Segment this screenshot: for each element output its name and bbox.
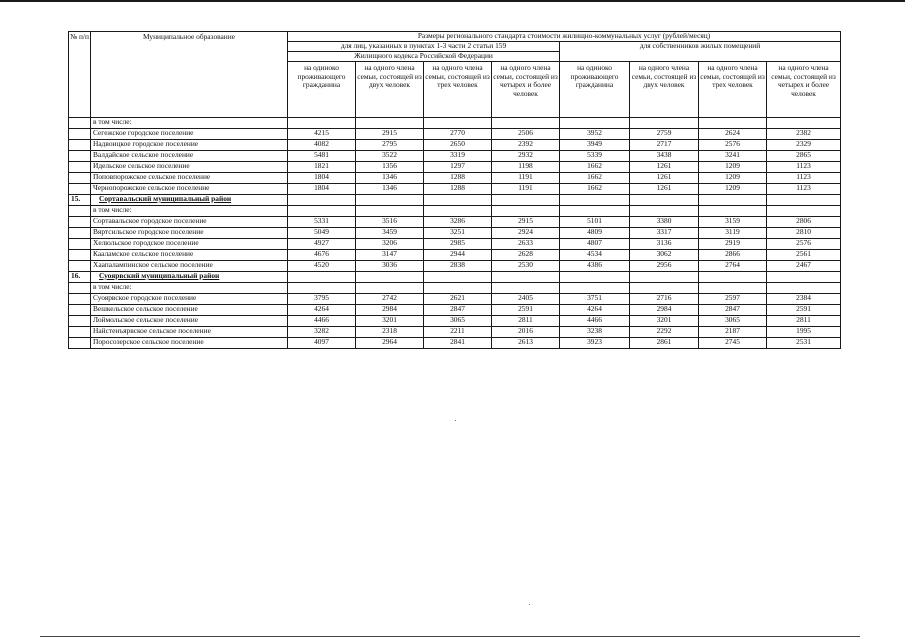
value-cell: 1346	[356, 173, 424, 184]
header-col-5: на одиноко проживающего гражданина	[560, 62, 630, 118]
value-cell	[767, 283, 841, 294]
value-cell: 1209	[699, 173, 767, 184]
municipality-name: Надвоицкое городское поселение	[91, 140, 288, 151]
value-cell: 3949	[560, 140, 630, 151]
value-cell: 2597	[699, 294, 767, 305]
header-group-a: для лиц, указанных в пунктах 1-3 части 2 статьи 159	[288, 42, 560, 52]
value-cell	[424, 272, 492, 283]
value-cell	[630, 272, 699, 283]
value-cell: 3952	[560, 129, 630, 140]
value-cell	[424, 118, 492, 129]
municipality-name: Поповпорожское сельское поселение	[91, 173, 288, 184]
section-row	[69, 272, 841, 283]
value-cell: 2613	[492, 338, 560, 349]
row-number	[69, 239, 91, 250]
row-number	[69, 316, 91, 327]
value-cell: 2847	[424, 305, 492, 316]
row-number	[69, 184, 91, 195]
municipality-name: в том числе:	[91, 283, 288, 294]
value-cell: 2530	[492, 261, 560, 272]
value-cell: 2919	[699, 239, 767, 250]
header-col-4: на одного члена семьи, состоящей из четырех и более человек	[492, 62, 560, 118]
value-cell: 2292	[630, 327, 699, 338]
value-cell: 1123	[767, 173, 841, 184]
value-cell: 2770	[424, 129, 492, 140]
value-cell: 3159	[699, 217, 767, 228]
value-cell: 3201	[630, 316, 699, 327]
value-cell: 2795	[356, 140, 424, 151]
value-cell: 1261	[630, 162, 699, 173]
value-cell: 2405	[492, 294, 560, 305]
value-cell	[699, 195, 767, 206]
value-cell: 2329	[767, 140, 841, 151]
value-cell: 1191	[492, 184, 560, 195]
value-cell: 2591	[767, 305, 841, 316]
value-cell: 2531	[767, 338, 841, 349]
value-cell	[492, 195, 560, 206]
table-row	[69, 173, 841, 184]
value-cell: 2591	[492, 305, 560, 316]
value-cell: 2811	[767, 316, 841, 327]
municipality-name: Хелюльское городское поселение	[91, 239, 288, 250]
page-top-edge	[0, 0, 905, 2]
table-row	[69, 151, 841, 162]
municipality-name: Валдайское сельское поселение	[91, 151, 288, 162]
header-col-7: на одного члена семьи, состоящей из трех человек	[699, 62, 767, 118]
municipality-name: Идельское сельское поселение	[91, 162, 288, 173]
value-cell: 2759	[630, 129, 699, 140]
municipality-name: в том числе:	[91, 206, 288, 217]
value-cell	[356, 118, 424, 129]
value-cell: 3036	[356, 261, 424, 272]
value-cell: 3923	[560, 338, 630, 349]
value-cell: 2561	[767, 250, 841, 261]
page-bottom-edge	[40, 636, 860, 637]
value-cell	[288, 283, 356, 294]
value-cell: 3062	[630, 250, 699, 261]
value-cell: 4534	[560, 250, 630, 261]
value-cell: 1662	[560, 173, 630, 184]
row-number	[69, 228, 91, 239]
value-cell: 2915	[356, 129, 424, 140]
header-group-b: для собственников жилых помещений	[560, 42, 841, 62]
value-cell: 2621	[424, 294, 492, 305]
value-cell: 1198	[492, 162, 560, 173]
value-cell	[767, 195, 841, 206]
municipality-name: Поросозерское сельское поселение	[91, 338, 288, 349]
value-cell: 4466	[288, 316, 356, 327]
value-cell: 1804	[288, 184, 356, 195]
municipality-name: Сортавальское городское поселение	[91, 217, 288, 228]
row-number: 15.	[69, 195, 91, 206]
row-number	[69, 261, 91, 272]
value-cell: 4807	[560, 239, 630, 250]
value-cell: 3317	[630, 228, 699, 239]
value-cell: 2985	[424, 239, 492, 250]
row-number	[69, 294, 91, 305]
municipality-name: в том числе:	[91, 118, 288, 129]
value-cell: 1261	[630, 173, 699, 184]
municipality-name: Чернопорожское сельское поселение	[91, 184, 288, 195]
value-cell: 2806	[767, 217, 841, 228]
row-number	[69, 283, 91, 294]
value-cell: 2745	[699, 338, 767, 349]
row-number	[69, 151, 91, 162]
value-cell: 3147	[356, 250, 424, 261]
value-cell	[492, 272, 560, 283]
value-cell	[424, 206, 492, 217]
value-cell	[288, 118, 356, 129]
table-row	[69, 305, 841, 316]
row-number	[69, 305, 91, 316]
header-no: № п/п	[69, 32, 91, 118]
value-cell	[288, 272, 356, 283]
value-cell: 1261	[630, 184, 699, 195]
value-cell: 2716	[630, 294, 699, 305]
value-cell: 2810	[767, 228, 841, 239]
value-cell	[767, 206, 841, 217]
scan-speck	[455, 420, 456, 421]
value-cell: 3119	[699, 228, 767, 239]
value-cell: 2847	[699, 305, 767, 316]
header-municipality: Муниципальное образование	[91, 32, 288, 118]
municipality-name: Суоярвское городское поселение	[91, 294, 288, 305]
value-cell	[492, 206, 560, 217]
value-cell: 4264	[560, 305, 630, 316]
value-cell: 2915	[492, 217, 560, 228]
header-group-a-line2: Жилищного кодекса Российской Федерации	[288, 52, 560, 62]
header-col-6: на одного члена семьи, состоящей из двух человек	[630, 62, 699, 118]
value-cell	[288, 195, 356, 206]
value-cell: 4520	[288, 261, 356, 272]
value-cell: 5101	[560, 217, 630, 228]
value-cell	[560, 206, 630, 217]
value-cell: 5331	[288, 217, 356, 228]
value-cell: 2576	[699, 140, 767, 151]
value-cell: 2211	[424, 327, 492, 338]
value-cell	[424, 283, 492, 294]
table-row	[69, 184, 841, 195]
value-cell: 2811	[492, 316, 560, 327]
value-cell	[630, 206, 699, 217]
header-col-2: на одного члена семьи, состоящей из двух человек	[356, 62, 424, 118]
value-cell: 2866	[699, 250, 767, 261]
value-cell: 1346	[356, 184, 424, 195]
section-row	[69, 195, 841, 206]
municipality-name: Хаапалампинское сельское поселение	[91, 261, 288, 272]
value-cell: 2576	[767, 239, 841, 250]
value-cell: 2506	[492, 129, 560, 140]
value-cell: 2384	[767, 294, 841, 305]
value-cell: 2841	[424, 338, 492, 349]
value-cell: 2984	[630, 305, 699, 316]
value-cell	[767, 118, 841, 129]
value-cell	[630, 118, 699, 129]
municipality-name: Вяртсильское городское поселение	[91, 228, 288, 239]
table-row	[69, 228, 841, 239]
value-cell: 3238	[560, 327, 630, 338]
row-number	[69, 327, 91, 338]
value-cell: 3522	[356, 151, 424, 162]
value-cell: 3251	[424, 228, 492, 239]
value-cell: 3065	[424, 316, 492, 327]
header-col-8: на одного члена семьи, состоящей из четырех и более человек	[767, 62, 841, 118]
value-cell	[356, 272, 424, 283]
value-cell: 2650	[424, 140, 492, 151]
value-cell: 2187	[699, 327, 767, 338]
value-cell: 2861	[630, 338, 699, 349]
value-cell	[699, 283, 767, 294]
value-cell	[492, 118, 560, 129]
value-cell: 1995	[767, 327, 841, 338]
value-cell: 2984	[356, 305, 424, 316]
municipality-name: Сортавальский муниципальный район	[91, 195, 288, 206]
value-cell: 3241	[699, 151, 767, 162]
value-cell: 2016	[492, 327, 560, 338]
value-cell	[560, 195, 630, 206]
value-cell: 2964	[356, 338, 424, 349]
value-cell: 3065	[699, 316, 767, 327]
value-cell: 1662	[560, 162, 630, 173]
value-cell: 2467	[767, 261, 841, 272]
municipality-name: Суоярвский муниципальный район	[91, 272, 288, 283]
value-cell: 3751	[560, 294, 630, 305]
value-cell: 4082	[288, 140, 356, 151]
value-cell	[424, 195, 492, 206]
value-cell: 4676	[288, 250, 356, 261]
row-number	[69, 129, 91, 140]
value-cell: 1191	[492, 173, 560, 184]
table-row	[69, 140, 841, 151]
value-cell	[288, 206, 356, 217]
value-cell: 3319	[424, 151, 492, 162]
value-cell: 2382	[767, 129, 841, 140]
value-cell	[560, 272, 630, 283]
value-cell: 2764	[699, 261, 767, 272]
value-cell: 1123	[767, 184, 841, 195]
municipality-name: Вешкельское сельское поселение	[91, 305, 288, 316]
table-row	[69, 294, 841, 305]
value-cell	[630, 283, 699, 294]
value-cell: 2956	[630, 261, 699, 272]
value-cell: 2624	[699, 129, 767, 140]
value-cell: 3201	[356, 316, 424, 327]
value-cell: 2717	[630, 140, 699, 151]
value-cell: 4215	[288, 129, 356, 140]
subheader-row	[69, 283, 841, 294]
value-cell: 1356	[356, 162, 424, 173]
table-row	[69, 239, 841, 250]
value-cell: 2865	[767, 151, 841, 162]
value-cell: 5049	[288, 228, 356, 239]
value-cell	[492, 283, 560, 294]
value-cell: 3380	[630, 217, 699, 228]
row-number	[69, 217, 91, 228]
value-cell: 2742	[356, 294, 424, 305]
value-cell	[560, 118, 630, 129]
value-cell	[699, 272, 767, 283]
value-cell: 3438	[630, 151, 699, 162]
row-number	[69, 118, 91, 129]
header-main: Размеры регионального стандарта стоимости жилищно-коммунальных услуг (рублей/месяц)	[288, 32, 841, 42]
row-number	[69, 140, 91, 151]
row-number	[69, 250, 91, 261]
value-cell: 4097	[288, 338, 356, 349]
header-col-3: на одного члена семьи, состоящей из трех человек	[424, 62, 492, 118]
row-number	[69, 162, 91, 173]
value-cell: 1288	[424, 173, 492, 184]
value-cell: 1821	[288, 162, 356, 173]
table-row	[69, 129, 841, 140]
table-row	[69, 217, 841, 228]
table-row	[69, 162, 841, 173]
municipality-name: Сегежское городское поселение	[91, 129, 288, 140]
value-cell	[560, 283, 630, 294]
value-cell: 3459	[356, 228, 424, 239]
scan-speck	[529, 604, 530, 605]
value-cell: 2944	[424, 250, 492, 261]
value-cell: 4264	[288, 305, 356, 316]
value-cell: 2633	[492, 239, 560, 250]
value-cell: 5481	[288, 151, 356, 162]
value-cell: 1123	[767, 162, 841, 173]
value-cell: 4809	[560, 228, 630, 239]
value-cell	[356, 206, 424, 217]
row-number	[69, 338, 91, 349]
value-cell: 1209	[699, 162, 767, 173]
value-cell: 3286	[424, 217, 492, 228]
value-cell: 4466	[560, 316, 630, 327]
municipality-name: Найстенъярвское сельское поселение	[91, 327, 288, 338]
value-cell	[699, 206, 767, 217]
value-cell: 3516	[356, 217, 424, 228]
value-cell: 1662	[560, 184, 630, 195]
table-row	[69, 250, 841, 261]
municipality-name: Кааламское сельское поселение	[91, 250, 288, 261]
table-row	[69, 338, 841, 349]
value-cell: 2318	[356, 327, 424, 338]
value-cell: 1804	[288, 173, 356, 184]
regional-standard-table	[68, 31, 841, 349]
value-cell: 3136	[630, 239, 699, 250]
value-cell: 2392	[492, 140, 560, 151]
value-cell: 4386	[560, 261, 630, 272]
value-cell	[699, 118, 767, 129]
subheader-row	[69, 206, 841, 217]
value-cell	[630, 195, 699, 206]
municipality-name: Лоймольское сельское поселение	[91, 316, 288, 327]
value-cell: 3795	[288, 294, 356, 305]
value-cell: 2838	[424, 261, 492, 272]
value-cell: 2628	[492, 250, 560, 261]
value-cell	[767, 272, 841, 283]
row-number: 16.	[69, 272, 91, 283]
subheader-row	[69, 118, 841, 129]
value-cell: 3282	[288, 327, 356, 338]
table-row	[69, 261, 841, 272]
value-cell: 1297	[424, 162, 492, 173]
value-cell: 2924	[492, 228, 560, 239]
value-cell: 4927	[288, 239, 356, 250]
value-cell: 3206	[356, 239, 424, 250]
value-cell	[356, 195, 424, 206]
value-cell	[356, 283, 424, 294]
value-cell: 5339	[560, 151, 630, 162]
header-col-1: на одиноко проживающего гражданина	[288, 62, 356, 118]
value-cell: 1209	[699, 184, 767, 195]
table-row	[69, 316, 841, 327]
row-number	[69, 173, 91, 184]
table-row	[69, 327, 841, 338]
row-number	[69, 206, 91, 217]
value-cell: 2932	[492, 151, 560, 162]
value-cell: 1288	[424, 184, 492, 195]
